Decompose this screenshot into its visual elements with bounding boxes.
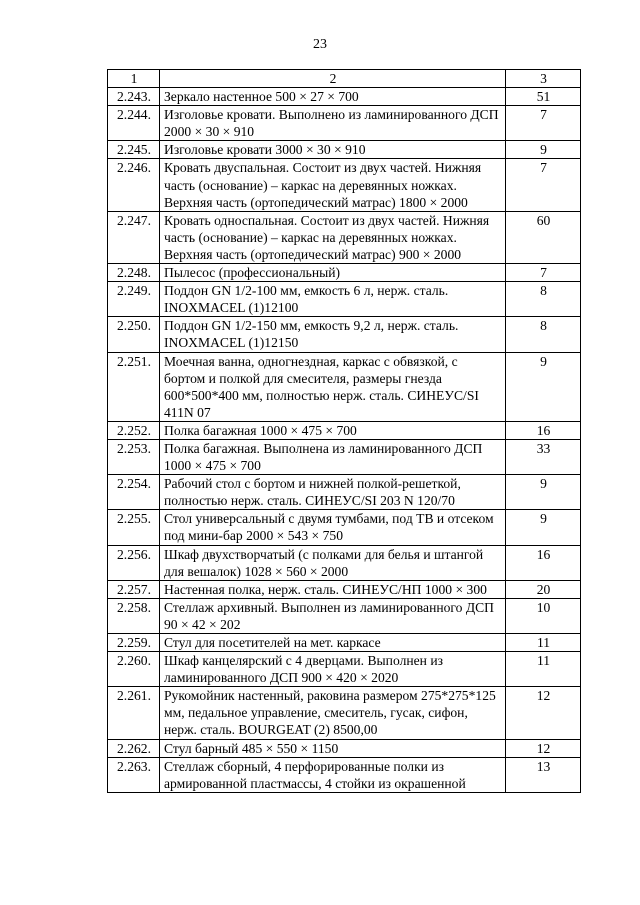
item-description: Изголовье кровати. Выполнено из ламинированного ДСП 2000 × 30 × 910: [160, 106, 506, 141]
item-description: Пылесос (профессиональный): [160, 264, 506, 282]
item-quantity: 11: [506, 652, 581, 687]
item-description: Кровать двуспальная. Состоит из двух частей. Нижняя часть (основание) – каркас на деревянных ножках. Верхняя часть (ортопедический матрас) 1800 × 2000: [160, 159, 506, 211]
item-quantity: 10: [506, 598, 581, 633]
item-quantity: 16: [506, 421, 581, 439]
item-description: Стул для посетителей на мет. каркасе: [160, 634, 506, 652]
table-row: [108, 317, 581, 352]
item-description: Стул барный 485 × 550 × 1150: [160, 739, 506, 757]
item-quantity: 51: [506, 88, 581, 106]
table-row: [108, 88, 581, 106]
header-col-2: 2: [160, 70, 506, 88]
item-number: 2.263.: [108, 757, 160, 792]
item-number: 2.262.: [108, 739, 160, 757]
item-description: Рабочий стол с бортом и нижней полкой-решеткой, полностью нерж. сталь. СИНЕУС/SI 203 N 120/70: [160, 475, 506, 510]
item-number: 2.254.: [108, 475, 160, 510]
item-number: 2.250.: [108, 317, 160, 352]
table-row: [108, 141, 581, 159]
item-number: 2.251.: [108, 352, 160, 421]
item-quantity: 8: [506, 317, 581, 352]
item-description: Шкаф канцелярский с 4 дверцами. Выполнен из ламинированного ДСП 900 × 420 × 2020: [160, 652, 506, 687]
table-row: [108, 634, 581, 652]
table-row: [108, 739, 581, 757]
table-row: [108, 352, 581, 421]
item-number: 2.257.: [108, 580, 160, 598]
item-description: Стеллаж сборный, 4 перфорированные полки из армированной пластмассы, 4 стойки из окрашенной: [160, 757, 506, 792]
item-quantity: 12: [506, 739, 581, 757]
item-number: 2.248.: [108, 264, 160, 282]
item-number: 2.259.: [108, 634, 160, 652]
table-row: [108, 421, 581, 439]
table-row: [108, 475, 581, 510]
item-description: Стол универсальный с двумя тумбами, под ТВ и отсеком под мини-бар 2000 × 543 × 750: [160, 510, 506, 545]
item-description: Зеркало настенное 500 × 27 × 700: [160, 88, 506, 106]
item-number: 2.256.: [108, 545, 160, 580]
item-description: Кровать односпальная. Состоит из двух частей. Нижняя часть (основание) – каркас на деревянных ножках. Верхняя часть (ортопедический матрас) 900 × 2000: [160, 211, 506, 263]
item-quantity: 7: [506, 264, 581, 282]
table-row: [108, 580, 581, 598]
table-row: [108, 264, 581, 282]
item-description: Поддон GN 1/2-100 мм, емкость 6 л, нерж. сталь. INOXMACEL (1)12100: [160, 282, 506, 317]
item-quantity: 11: [506, 634, 581, 652]
item-description: Полка багажная 1000 × 475 × 700: [160, 421, 506, 439]
item-quantity: 12: [506, 687, 581, 739]
item-description: Шкаф двухстворчатый (с полками для белья и штангой для вешалок) 1028 × 560 × 2000: [160, 545, 506, 580]
item-number: 2.258.: [108, 598, 160, 633]
item-quantity: 9: [506, 352, 581, 421]
table-row: [108, 106, 581, 141]
item-description: Рукомойник настенный, раковина размером 275*275*125 мм, педальное управление, смеситель, гусак, сифон, нерж. сталь. BOURGEAT (2) 8500,00: [160, 687, 506, 739]
table-row: [108, 439, 581, 474]
item-quantity: 7: [506, 159, 581, 211]
item-number: 2.245.: [108, 141, 160, 159]
item-quantity: 7: [506, 106, 581, 141]
item-quantity: 9: [506, 141, 581, 159]
item-quantity: 9: [506, 475, 581, 510]
item-number: 2.261.: [108, 687, 160, 739]
item-description: Моечная ванна, одногнездная, каркас с обвязкой, с бортом и полкой для смесителя, размеры гнезда 600*500*400 мм, полностью нерж. сталь. СИНЕУС/SI 411N 07: [160, 352, 506, 421]
item-quantity: 16: [506, 545, 581, 580]
table-row: [108, 159, 581, 211]
item-number: 2.247.: [108, 211, 160, 263]
table-row: [108, 211, 581, 263]
item-description: Настенная полка, нерж. сталь. СИНЕУС/НП 1000 × 300: [160, 580, 506, 598]
header-col-1: 1: [108, 70, 160, 88]
item-number: 2.243.: [108, 88, 160, 106]
item-number: 2.255.: [108, 510, 160, 545]
item-number: 2.249.: [108, 282, 160, 317]
item-number: 2.260.: [108, 652, 160, 687]
item-number: 2.252.: [108, 421, 160, 439]
item-quantity: 33: [506, 439, 581, 474]
table-row: [108, 757, 581, 792]
item-quantity: 60: [506, 211, 581, 263]
item-description: Полка багажная. Выполнена из ламинированного ДСП 1000 × 475 × 700: [160, 439, 506, 474]
page-number: 23: [313, 37, 327, 52]
item-description: Изголовье кровати 3000 × 30 × 910: [160, 141, 506, 159]
table-row: [108, 510, 581, 545]
items-table: [107, 69, 581, 793]
table-row: [108, 282, 581, 317]
item-quantity: 8: [506, 282, 581, 317]
item-description: Стеллаж архивный. Выполнен из ламинированного ДСП 90 × 42 × 202: [160, 598, 506, 633]
table-row: [108, 545, 581, 580]
item-quantity: 9: [506, 510, 581, 545]
item-quantity: 20: [506, 580, 581, 598]
header-col-3: 3: [506, 70, 581, 88]
item-description: Поддон GN 1/2-150 мм, емкость 9,2 л, нерж. сталь. INOXMACEL (1)12150: [160, 317, 506, 352]
item-number: 2.246.: [108, 159, 160, 211]
table-row: [108, 652, 581, 687]
table-row: [108, 598, 581, 633]
item-quantity: 13: [506, 757, 581, 792]
item-number: 2.253.: [108, 439, 160, 474]
item-number: 2.244.: [108, 106, 160, 141]
table-row: [108, 687, 581, 739]
table-header-row: [108, 70, 581, 88]
